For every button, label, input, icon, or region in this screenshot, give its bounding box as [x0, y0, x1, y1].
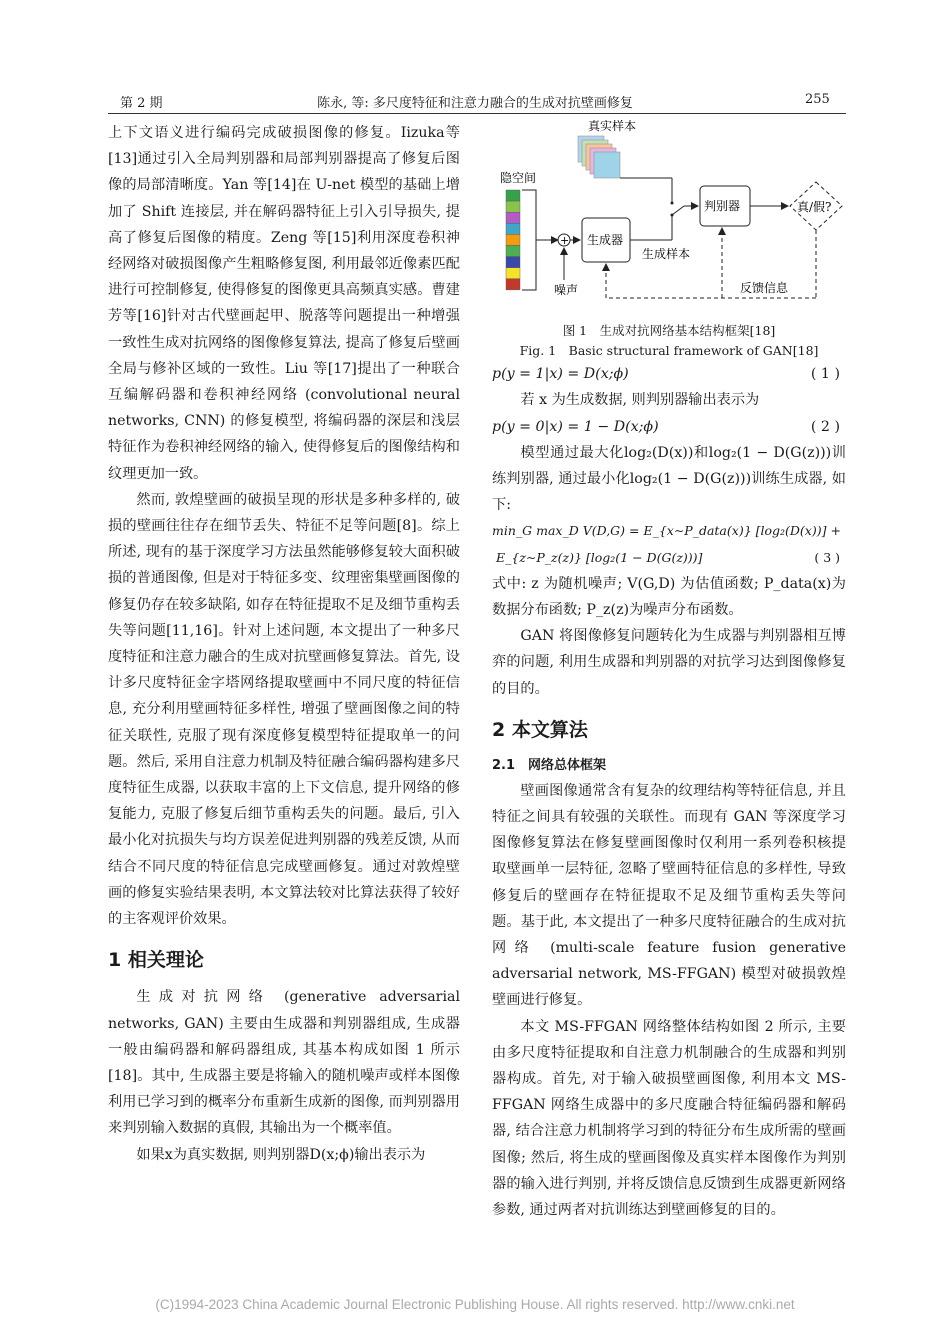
section-1-title: 1 相关理论 [108, 949, 204, 972]
latent-cell [506, 257, 520, 268]
paragraph-training: 模型通过最大化log₂(D(x))和log₂(1 − D(G(z)))训练判别器, 通过最小化log₂(1 − D(G(z)))训练生成器, 如下: [492, 444, 846, 514]
latent-cell [506, 201, 520, 212]
real-sample-stack [578, 136, 620, 178]
figure-1-diagram [492, 120, 846, 310]
latent-space-label: 隐空间 [500, 171, 537, 185]
latent-cell [506, 246, 520, 257]
equation-3-body-b: E_{z∼P_z(z)} [log₂(1 − D(G(z)))] [496, 549, 703, 565]
latent-cell [506, 234, 520, 245]
equation-2-body: p(y = 0|x) = 1 − D(x;ϕ) [492, 418, 659, 435]
header-rule [108, 113, 846, 114]
generator-label: 生成器 [587, 233, 624, 247]
right-column [492, 120, 846, 1223]
feedback-label: 反馈信息 [740, 281, 789, 295]
page-number: 255 [805, 92, 830, 107]
section-2-1-title: 2.1 网络总体框架 [492, 757, 607, 773]
figure-1-caption-cn: 图 1 生成对抗网络基本结构框架[18] [562, 323, 776, 339]
figure-1-caption-en: Fig. 1 Basic structural framework of GAN[18] [519, 343, 819, 359]
latent-cell [506, 212, 520, 223]
section-2-title: 2 本文算法 [492, 718, 588, 741]
latent-cell [506, 223, 520, 234]
latent-cell [506, 279, 520, 290]
equation-3-line-1 [492, 518, 846, 544]
equation-1-number: ( 1 ) [810, 366, 840, 383]
paragraph-symbols: 式中: z 为随机噪声; V(G,D) 为估值函数; P_data(x)为数据分布函数; P_z(z)为噪声分布函数。 [492, 575, 846, 619]
equation-1 [492, 361, 846, 387]
real-fake-label: 真/假? [797, 200, 832, 214]
paragraph-motivation: 然而, 敦煌壁画的破损呈现的形状是多种多样的, 破损的壁画往往存在细节丢失、特征不足等问题[8]。综上所述, 现有的基于深度学习方法虽然能够修复较大面积破损的普通图像, 但是对于特征多变、纹理密集壁画图像的修复仍存在较多缺陷, 如存在特征提取不足及细节重构丢失等问题[11,16]。针对上述问题, 本文提出了一种多尺度特征和注意力融合的生成对抗壁画修复算法。首先, 设计多尺度特征金字塔网络提取壁画中不同尺度的特征信息, 充分利用壁画特征多样性, 增强了壁画图像之间的特征关联性, 克服了现有深度修复模型特征提取单一的问题。然后, 采用自注意力机制及特征融合编码器构建多尺度特征生成器, 以获取丰富的上下文信息, 提升网络的修复能力, 克服了修复后细节重构丢失的问题。最后, 引入最小化对抗损失与均方误差促进判别器的残差反馈, 从而结合不同尺度的特征信息完成壁画修复。通过对敦煌壁画的修复实验结果表明, 本文算法较对比算法获得了较好的主客观评价效果。 [108, 491, 460, 928]
paragraph-generated-data: 若 x 为生成数据, 则判别器输出表示为 [520, 392, 760, 409]
equation-3-line-2 [492, 545, 846, 571]
equation-2-number: ( 2 ) [810, 418, 840, 435]
left-column [108, 120, 460, 1168]
latent-cell [506, 190, 520, 201]
discriminator-label: 判别器 [704, 199, 741, 213]
equation-2 [492, 414, 846, 440]
real-samples-label: 真实样本 [588, 120, 637, 133]
paragraph-real-data: 如果x为真实数据, 则判别器D(x;ϕ)输出表示为 [136, 1146, 426, 1163]
latent-cell [506, 268, 520, 279]
equation-3-number: ( 3 ) [814, 549, 840, 565]
paragraph-framework: 壁画图像通常含有复杂的纹理结构等特征信息, 并且特征之间具有较强的关联性。而现有 GAN 等深度学习图像修复算法在修复壁画图像时仅利用一系列卷积核提取壁画单一层特征, 忽略了壁画特征信息的多样性, 导致修复后的壁画存在特征提取不足及细节重构丢失等问题。基于此, 本文提出了一种多尺度特征融合的生成对抗网络 (multi-scale feature fusion generative adversarial network, MS-FFGAN) 模型对破损敦煌壁画进行修复。 [492, 782, 846, 1009]
paragraph-ms-ffgan: 本文 MS-FFGAN 网络整体结构如图 2 所示, 主要由多尺度特征提取和自注意力机制融合的生成器和判别器构成。首先, 对于输入破损壁画图像, 利用本文 MS-FFGAN 网络生成器中的多尺度融合特征编码器和解码器, 结合注意力机制将学习到的特征分布生成所需的壁画图像; 然后, 将生成的壁画图像及真实样本图像作为判别器的输入进行判别, 并将反馈信息反馈到生成器更新网络参数, 通过两者对抗训练达到壁画修复的目的。 [492, 1018, 846, 1219]
latent-vector-bar [506, 190, 520, 290]
copyright-footer: (C)1994-2023 China Academic Journal Electronic Publishing House. All rights reserved. http://www.cnki.net [155, 1297, 795, 1312]
equation-3-body-a: min_G max_D V(D,G) = E_{x∼P_data(x)} [log₂(D(x))] + [492, 523, 841, 539]
generated-samples-label: 生成样本 [642, 247, 691, 261]
paragraph-gan-intro: 生成对抗网络 (generative adversarial networks, GAN) 主要由生成器和判别器组成, 生成器一般由编码器和解码器组成, 其基本构成如图 1 所示[18]。其中, 生成器主要是将输入的随机噪声或样本图像利用已学习到的概率分布重新生成新的图像, 而判别器用来判别输入数据的真假, 其输出为一个概率值。 [108, 989, 460, 1137]
paragraph-related-work: 上下文语义进行编码完成破损图像的修复。Iizuka等[13]通过引入全局判别器和局部判别器提高了修复后图像的局部清晰度。Yan 等[14]在 U-net 模型的基础上增加了 Shift 连接层, 并在解码器特征上引入引导损失, 提高了修复后图像的精度。Zeng 等[15]利用深度卷积神经网络对破损图像产生粗略修复图, 利用最邻近像素匹配进行可控制修复, 使得修复的图像更具高频真实感。曹建芳等[16]针对古代壁画起甲、脱落等问题提出一种增强一致性生成对抗网络的图像修复算法, 提高了修复后壁画全局与修补区域的一致性。Liu 等[17]提出了一种联合互编解码器和卷积神经网络 (convolutional neural networks, CNN) 的修复模型, 将编码器的深层和浅层特征作为卷积神经网络的输入, 使得修复后的图像结构和纹理更加一致。 [108, 125, 460, 482]
plus-sign: + [560, 234, 570, 247]
running-title: 陈永, 等: 多尺度特征和注意力融合的生成对抗壁画修复 [317, 96, 633, 111]
journal-issue: 第 2 期 [120, 96, 163, 111]
paragraph-gan-game: GAN 将图像修复问题转化为生成器与判别器相互博弈的问题, 利用生成器和判别器的对抗学习达到图像修复的目的。 [492, 628, 846, 697]
equation-1-body: p(y = 1|x) = D(x;ϕ) [492, 366, 629, 383]
noise-label: 噪声 [554, 283, 579, 297]
